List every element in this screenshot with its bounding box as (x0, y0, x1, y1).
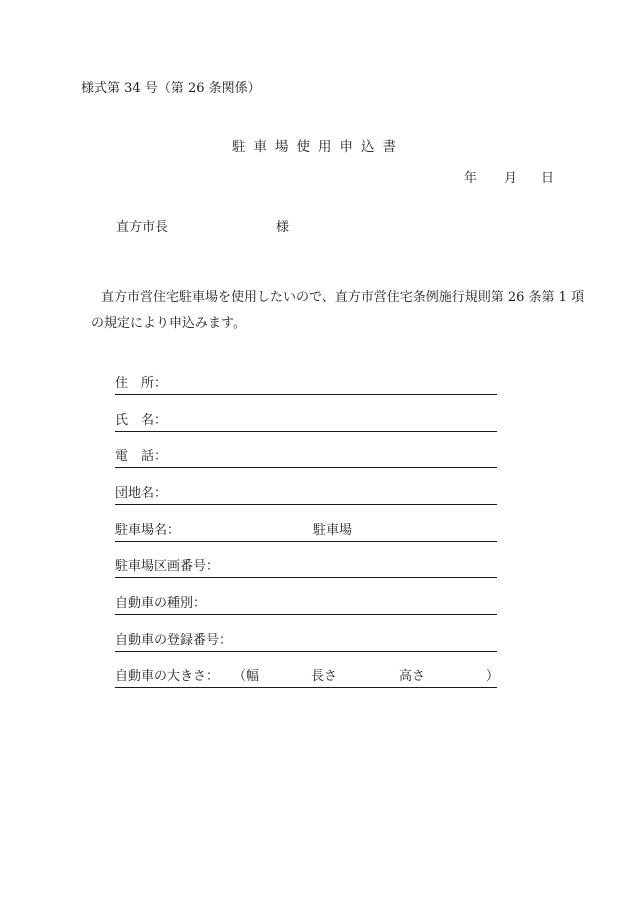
vehicle-type-field[interactable] (115, 593, 497, 615)
phone-field[interactable] (115, 446, 497, 468)
body-text-line-1: 直方市営住宅駐車場を使用したいので、直方市営住宅条例施行規則第 26 条第 1 項 (101, 290, 585, 305)
vehicle-size-label: 自動車の大きさ： (115, 669, 220, 684)
addressee-name: 直方市長 (116, 220, 169, 235)
parking-lot-name-field[interactable] (115, 520, 497, 542)
document-title: 駐車場使用申込書 (232, 139, 404, 155)
body-text-line-2: の規定により申込みます。 (91, 316, 246, 331)
complex-name-field[interactable] (115, 483, 497, 505)
size-close-paren: ） (486, 669, 500, 684)
parking-lot-name-label: 駐車場名： (115, 523, 181, 538)
phone-label: 電 話： (115, 449, 168, 464)
registration-number-label: 自動車の登録番号： (115, 633, 233, 648)
complex-name-label: 団地名： (115, 486, 168, 501)
vehicle-type-label: 自動車の種別： (115, 596, 207, 611)
date-month-label: 月 (504, 171, 518, 186)
registration-number-field[interactable] (115, 630, 497, 652)
address-label: 住 所： (115, 376, 168, 391)
form-number: 様式第 34 号（第 26 条関係） (81, 81, 261, 96)
addressee-honorific: 様 (276, 220, 290, 235)
section-number-label: 駐車場区画番号： (115, 559, 220, 574)
size-width-label: （幅 (233, 669, 260, 684)
vehicle-size-field[interactable] (115, 666, 500, 688)
address-field[interactable] (115, 373, 497, 395)
section-number-field[interactable] (115, 556, 497, 578)
size-length-label: 長さ (311, 669, 338, 684)
date-day-label: 日 (541, 171, 555, 186)
parking-lot-suffix: 駐車場 (313, 523, 353, 538)
date-year-label: 年 (464, 171, 478, 186)
name-field[interactable] (115, 410, 497, 432)
name-label: 氏 名： (115, 413, 168, 428)
size-height-label: 高さ (399, 669, 426, 684)
